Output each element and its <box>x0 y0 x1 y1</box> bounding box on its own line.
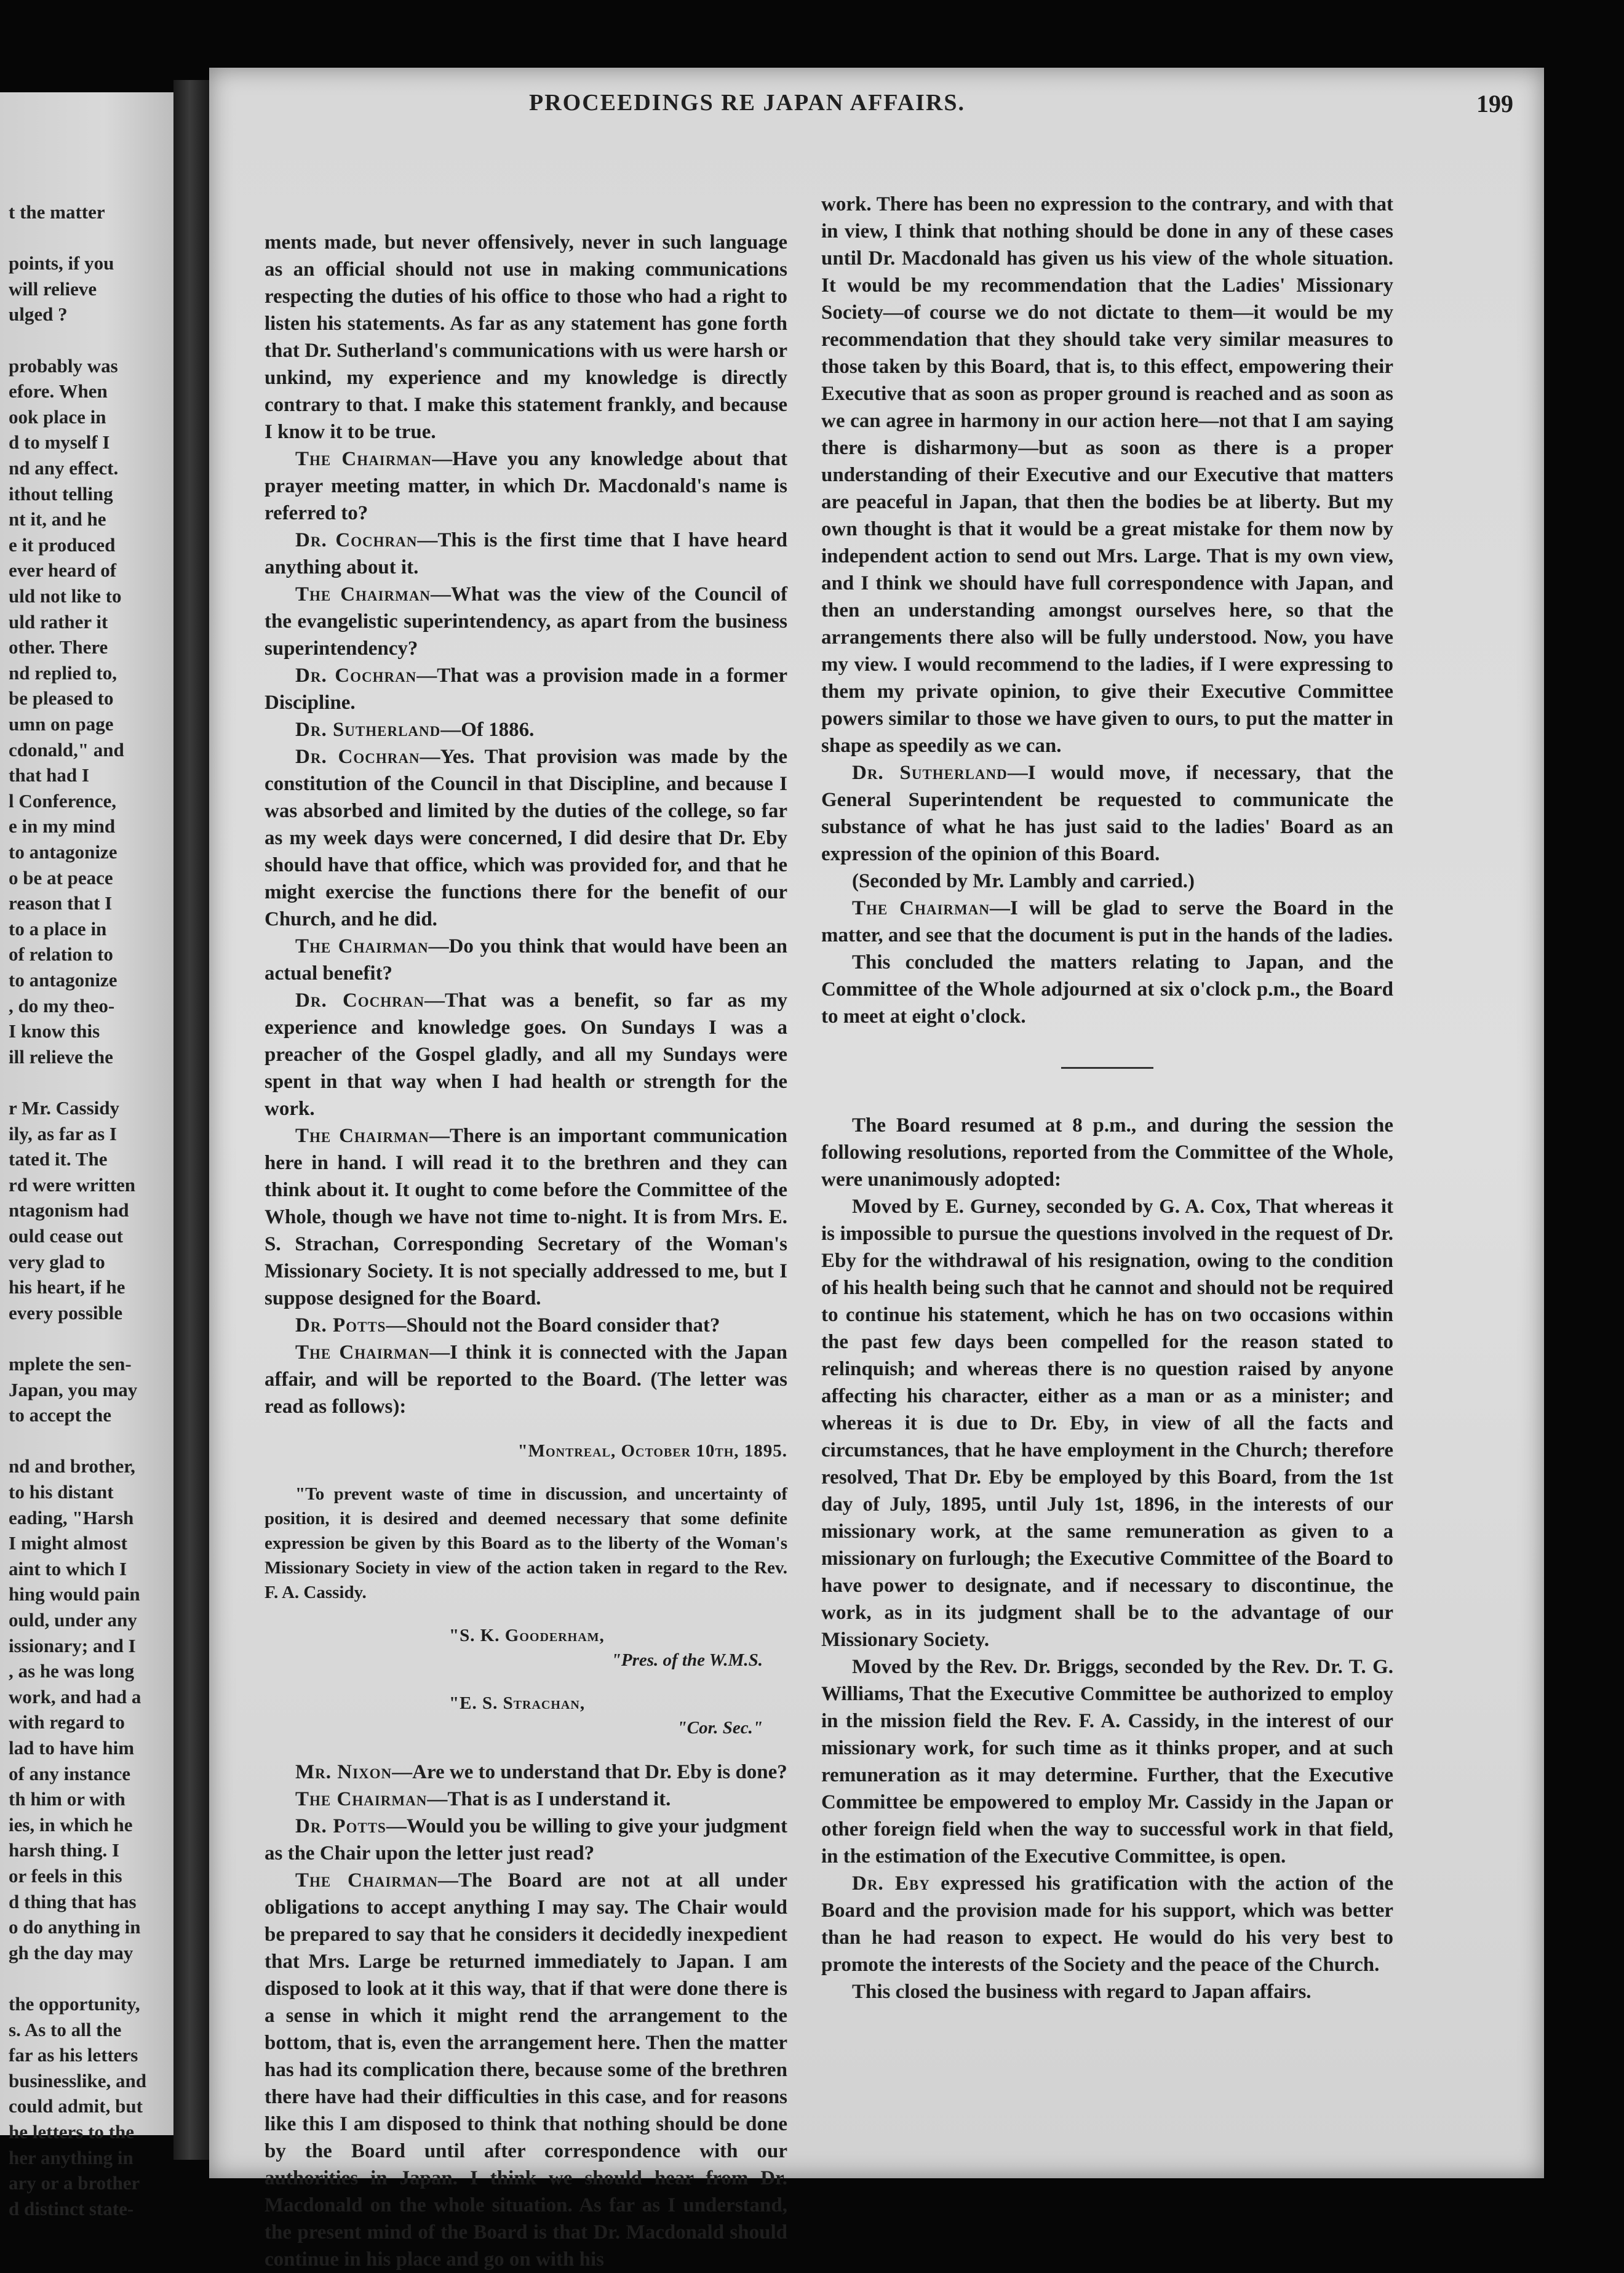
facing-page-line: to his distant <box>9 1481 114 1503</box>
paragraph <box>821 1870 1393 1978</box>
speech: —Have you any knowledge about that prayer meeting matter, in which Dr. Macdonald's name is referred to? <box>265 448 787 524</box>
paragraph <box>265 1339 787 1420</box>
facing-page-line: tated it. The <box>9 1148 108 1170</box>
speaker: The Chairman <box>295 583 431 605</box>
letter-signature-title: "Cor. Sec." <box>677 1718 763 1738</box>
facing-page-line: s. As to all the <box>9 2018 122 2040</box>
facing-page-line: other. There <box>9 636 108 658</box>
facing-page-line: d thing that has <box>9 1890 137 1912</box>
facing-page-line: efore. When <box>9 380 108 402</box>
facing-page-line: to antagonize <box>9 841 117 863</box>
paragraph <box>265 987 787 1122</box>
speaker: Dr. Cochran <box>295 746 420 768</box>
facing-page-line: ary or a brother <box>9 2172 140 2194</box>
speech: —That is as I understand it. <box>427 1788 671 1810</box>
facing-page-line: to accept the <box>9 1404 111 1426</box>
facing-page-line: e it produced <box>9 533 116 556</box>
facing-page-line: her anything in <box>9 2146 133 2168</box>
paragraph <box>265 662 787 716</box>
speaker: Dr. Sutherland <box>852 762 1008 784</box>
paragraph <box>265 1867 787 2273</box>
facing-page-line: with regard to <box>9 1711 125 1733</box>
speech: expressed his gratification with the action of the Board and the provision made for his support, which was better than he had reason to expect. He would do his very best to promote the interests of the Society and the peace of the Church. <box>821 1872 1394 1976</box>
facing-page-line: umn on page <box>9 713 114 735</box>
facing-page-line: e in my mind <box>9 815 116 837</box>
speaker: The Chairman <box>295 935 429 957</box>
paragraph <box>265 581 787 662</box>
paragraph <box>821 895 1393 949</box>
speaker: Dr. Potts <box>295 1815 386 1837</box>
left-column <box>265 229 787 2273</box>
speech: —I would move, if necessary, that the General Superintendent be requested to communicate the substance of what he has just said to the ladies' Board as an expression of the opinion of this Board. <box>821 762 1393 865</box>
paragraph <box>265 527 787 581</box>
facing-page-line: o be at peace <box>9 866 113 889</box>
paragraph <box>265 1122 787 1312</box>
paragraph <box>265 1759 787 1786</box>
facing-page-line: his heart, if he <box>9 1276 125 1298</box>
speech: —Do you think that would have been an actual benefit? <box>265 935 788 985</box>
facing-page-line: rd were written <box>9 1173 136 1196</box>
paragraph: This concluded the matters relating to Japan, and the Committee of the Whole adjourned at six o'clock p.m., the Board to meet at eight o'clock. <box>821 951 1393 1028</box>
facing-page-line: I might almost <box>9 1532 127 1554</box>
facing-page-line: will relieve <box>9 278 97 300</box>
facing-page-line: t the matter <box>9 201 105 223</box>
facing-page-line: l Conference, <box>9 789 117 812</box>
speech: —I think it is connected with the Japan affair, and will be reported to the Board. (The letter was read as follows): <box>265 1341 788 1418</box>
speaker: Dr. Cochran <box>295 665 417 687</box>
facing-page-line: issionary; and I <box>9 1634 136 1656</box>
facing-page-line: he letters to the <box>9 2121 134 2143</box>
speaker: The Chairman <box>295 1869 438 1892</box>
speaker: The Chairman <box>852 897 990 919</box>
facing-page-line: nd and brother, <box>9 1455 135 1477</box>
speaker: Dr. Potts <box>295 1314 386 1336</box>
facing-page-line: nd replied to, <box>9 661 117 684</box>
facing-page-line: ook place in <box>9 405 106 428</box>
facing-page-line: nd any effect. <box>9 457 119 479</box>
facing-page-line: be pleased to <box>9 687 114 709</box>
paragraph: Moved by the Rev. Dr. Briggs, seconded by the Rev. Dr. T. G. Williams, That the Executive Committee be authorized to employ in the mission field the Rev. F. A. Cassidy, in the interest of our missionary work, for such time as it thinks proper, and at such remuneration as it may determine. Further, that the Executive Committee be empowered to employ Mr. Cassidy in the Japan or other foreign field when the way to successful work in that field, in the estimation of the Executive Committee, is open. <box>821 1656 1393 1868</box>
facing-page-line: cdonald," and <box>9 738 124 761</box>
facing-page-line: the opportunity, <box>9 1993 140 2015</box>
facing-page-line: d distinct state- <box>9 2197 134 2219</box>
facing-page-line: could admit, but <box>9 2095 143 2117</box>
right-column <box>821 191 1393 2005</box>
speaker: Dr. Eby <box>852 1872 930 1895</box>
paragraph: Moved by E. Gurney, seconded by G. A. Cox, That whereas it is impossible to pursue the questions involved in the request of Dr. Eby for the withdrawal of his resignation, owing to the condition of his health being such that he cannot and should not be required to continue his statement, which he has on two occasions within the past few days been compelled for the reason stated to relinquish; and whereas there is no question raised by anyone affecting his character, either as a man or as a minister; and whereas it is due to Dr. Eby, in view of all the facts and circumstances, that he have employment in the Church; therefore resolved, That Dr. Eby be employed by this Board, from the 1st day of July, 1895, until July 1st, 1896, in the interests of our missionary work, at the same remuneration as given to a missionary on furlough; the Executive Committee of the Board to have power to designate, and if necessary to discontinue, the work, as in its judgment shall be to the advantage of our Missionary Society. <box>821 1196 1393 1651</box>
speech: —That was a benefit, so far as my experience and knowledge goes. On Sundays I was a preacher of the Gospel gladly, and all my Sundays were spent in that way when I had health or strength for the work. <box>265 989 787 1120</box>
letter-body: "To prevent waste of time in discussion, and uncertainty of position, it is desired and deemed necessary that some definite expression be given by this Board as to the liberty of the Woman's Missionary Society in view of the action taken in regard to the Rev. F. A. Cassidy. <box>265 1484 787 1602</box>
facing-page-line: work, and had a <box>9 1685 141 1708</box>
speaker: The Chairman <box>295 1125 429 1147</box>
speech: —Should not the Board consider that? <box>386 1314 720 1336</box>
facing-page-line: ily, as far as I <box>9 1122 117 1144</box>
paragraph: The Board resumed at 8 p.m., and during the session the following resolutions, reported from the Committee of the Whole, were unanimously adopted: <box>821 1114 1393 1191</box>
speech: —This is the first time that I have heard anything about it. <box>265 529 787 578</box>
facing-page-line: ould cease out <box>9 1225 123 1247</box>
speech: —There is an important communication here in hand. I will read it to the brethren and they can think about it. It ought to come before the Committee of the Whole, though we have not time to-night. It is from Mrs. E. S. Strachan, Corresponding Secretary of the Woman's Missionary Society. It is not specially addressed to me, but I suppose designed for the Board. <box>265 1125 787 1309</box>
facing-page-line: Japan, you may <box>9 1378 138 1400</box>
facing-page-line: th him or with <box>9 1788 125 1810</box>
paragraph <box>265 716 787 743</box>
letter-signature-title: "Pres. of the W.M.S. <box>611 1650 763 1670</box>
running-title: PROCEEDINGS RE JAPAN AFFAIRS. <box>529 90 965 116</box>
paragraph: ments made, but never offensively, never in such language as an official should not use in making communications respecting the duties of his office to those who had a right to listen his statements. As far as any statement has gone forth that Dr. Sutherland's communications with us were harsh or unkind, my experience and my knowledge is directly contrary to that. I make this statement frankly, and because I know it to be true. <box>265 231 787 443</box>
facing-page-line: hing would pain <box>9 1583 140 1605</box>
speaker: Dr. Cochran <box>295 529 418 551</box>
facing-page-line: ntagonism had <box>9 1199 129 1221</box>
facing-page-line: , as he was long <box>9 1660 135 1682</box>
facing-page-line: of relation to <box>9 943 113 965</box>
facing-page-line: far as his letters <box>9 2044 138 2066</box>
speaker: Dr. Cochran <box>295 989 425 1012</box>
facing-page-line: points, if you <box>9 252 114 274</box>
speaker: The Chairman <box>295 1341 430 1364</box>
speech: —The Board are not at all under obligations to accept anything I may say. The Chair would be prepared to say that he considers it decidedly inexpedient that Mrs. Large be returned immediately to Japan. I am disposed to look at it this way, that if that were done there is a sense in which it might rend the arrangement to the bottom, that is, even the arrangement here. Then the matter has had its complication there, because some of the brethren there have had their difficulties in this case, and for reasons like this I am disposed to think that nothing should be done by the Board until after correspondence with our authorities in Japan. I think we should hear from Dr. Macdonald on the whole situation. As far as I understand, the present mind of the Board is that Dr. Macdonald should continue in his place and go on with his <box>265 1869 787 2271</box>
speech: —I will be glad to serve the Board in the matter, and see that the document is put in the hands of the ladies. <box>821 897 1394 946</box>
speech: —That was a provision made in a former Discipline. <box>265 665 787 714</box>
speaker: The Chairman <box>295 448 432 470</box>
facing-page-line: d to myself I <box>9 431 110 453</box>
speech: —Would you be willing to give your judgment as the Chair upon the letter just read? <box>265 1815 787 1864</box>
facing-page-line: harsh thing. I <box>9 1839 120 1861</box>
facing-page-line: ithout telling <box>9 482 113 505</box>
section-divider <box>1061 1067 1153 1069</box>
facing-page-line: that had I <box>9 764 89 786</box>
speech: —Yes. That provision was made by the constitution of the Council in that Discipline, and because I was absorbed and limited by the duties of the college, so far as my week days were concerned, I did desire that Dr. Eby should have that office, which was provided for, and that he might exercise the functions there for the benefit of our Church, and he did. <box>265 746 787 930</box>
facing-page-line: businesslike, and <box>9 2069 146 2091</box>
facing-page-line: ulged ? <box>9 303 68 326</box>
paragraph: This closed the business with regard to Japan affairs. <box>852 1981 1312 2003</box>
facing-page-line: uld rather it <box>9 610 108 633</box>
facing-page-line: nt it, and he <box>9 508 106 530</box>
page-number: 199 <box>1476 90 1513 118</box>
speaker: Mr. Nixon <box>295 1761 392 1783</box>
facing-page-line: ies, in which he <box>9 1813 133 1836</box>
letter-signature: "S. K. Gooderham, <box>449 1626 605 1645</box>
paragraph <box>265 1312 787 1339</box>
letter-dateline: "Montreal, October 10th, 1895. <box>517 1441 787 1461</box>
speech: —Of 1886. <box>440 719 535 741</box>
letter-signature: "E. S. Strachan, <box>449 1693 586 1713</box>
speech: —Are we to understand that Dr. Eby is done? <box>392 1761 787 1783</box>
speaker: Dr. Sutherland <box>295 719 441 741</box>
facing-page-line: mplete the sen- <box>9 1353 132 1375</box>
speech: —What was the view of the Council of the evangelistic superintendency, as apart from the business superintendency? <box>265 583 787 660</box>
speaker: The Chairman <box>295 1788 428 1810</box>
facing-page-line: every possible <box>9 1301 123 1324</box>
facing-page-line: to antagonize <box>9 969 117 991</box>
facing-page-line: aint to which I <box>9 1557 127 1580</box>
page-header <box>344 89 1513 126</box>
book-gutter <box>173 80 214 2160</box>
facing-page-line: o do anything in <box>9 1916 141 1938</box>
facing-page-line: I know this <box>9 1020 100 1042</box>
facing-page-line: to a place in <box>9 917 107 940</box>
paragraph <box>265 445 787 527</box>
facing-page-line: r Mr. Cassidy <box>9 1097 119 1119</box>
facing-page-line: eading, "Harsh <box>9 1506 134 1528</box>
facing-page-line: ould, under any <box>9 1609 137 1631</box>
facing-page-line: of any instance <box>9 1762 131 1784</box>
facing-page-line: gh the day may <box>9 1941 133 1963</box>
facing-page-line: uld not like to <box>9 585 122 607</box>
paragraph <box>265 743 787 933</box>
paragraph <box>265 1786 787 1813</box>
facing-page-fragment <box>0 92 173 2219</box>
facing-page-line: probably was <box>9 354 118 377</box>
paragraph <box>265 933 787 987</box>
facing-page-line: ill relieve the <box>9 1045 113 1068</box>
facing-page-line: lad to have him <box>9 1737 135 1759</box>
paragraph: (Seconded by Mr. Lambly and carried.) <box>852 870 1195 892</box>
paragraph <box>265 1813 787 1867</box>
paragraph: work. There has been no expression to the contrary, and with that in view, I think that nothing should be done in any of these cases until Dr. Macdonald has given us his view of the whole situation. It would be my recommendation that the Ladies' Missionary Society—of course we do not dictate to them—it would be my recommendation that they should take very similar measures to those taken by this Board, that is, to this effect, empowering their Executive that as soon as proper ground is reached and as soon as we can agree in harmony in our action here—not that I am saying there is disharmony—but as soon as there is a proper understanding of their Executive and our Executive that matters are peaceful in Japan, that then the bodies be at liberty. But my own thought is that it would be a great mistake for them now by independent action to send out Mrs. Large. That is my own view, and I think we should have full correspondence with Japan, and then an understanding amongst ourselves here, so that the arrangements there also will be fully understood. Now, you have my view. I would recommend to the ladies, if I were expressing to them my private opinion, to give their Executive Committee powers similar to those we have given to ours, to put the matter in shape as speedily as we can. <box>821 193 1393 757</box>
facing-page-line: ever heard of <box>9 559 117 581</box>
facing-page-line: reason that I <box>9 892 113 914</box>
paragraph <box>821 759 1393 868</box>
facing-page-line: , do my theo- <box>9 994 115 1017</box>
facing-page-line: or feels in this <box>9 1865 122 1887</box>
facing-page-line: very glad to <box>9 1250 105 1272</box>
